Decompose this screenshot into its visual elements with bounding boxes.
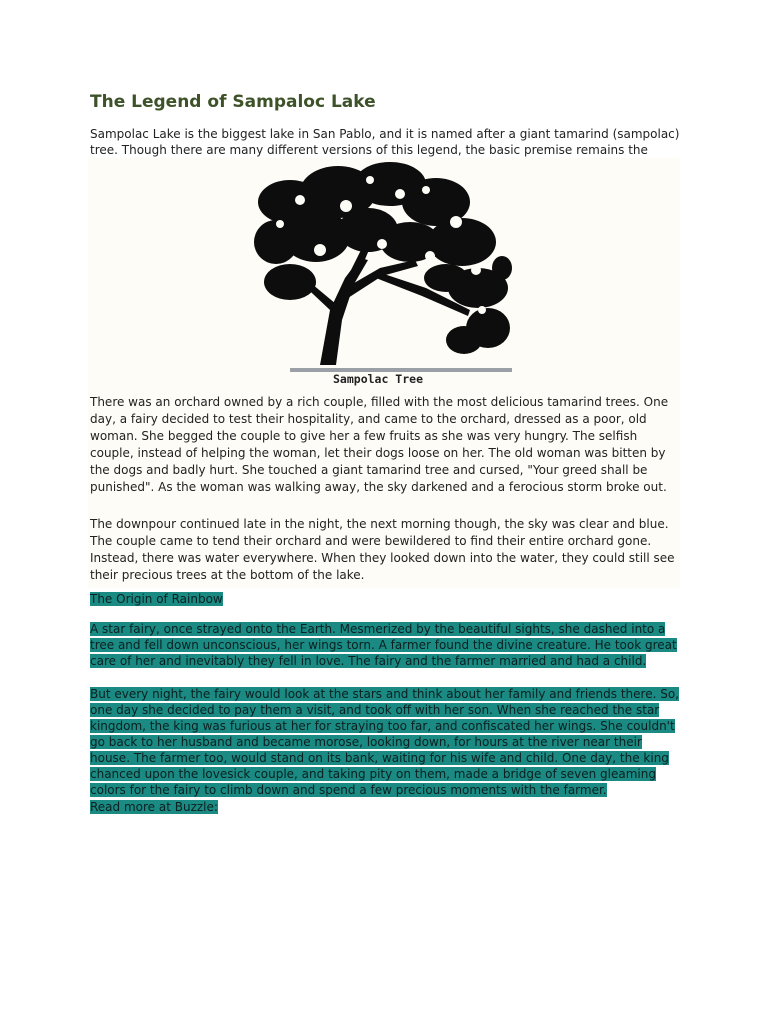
origin-paragraph-1 bbox=[90, 621, 680, 669]
origin-paragraph-2 bbox=[90, 686, 680, 798]
page-title: The Legend of Sampaloc Lake bbox=[90, 92, 376, 112]
origin-heading-text: The Origin of Rainbow bbox=[90, 592, 223, 606]
read-more-text[interactable]: Read more at Buzzle: bbox=[90, 800, 218, 814]
story-paragraph-2: The downpour continued late in the night, the next morning though, the sky was clear and blue. The couple came to tend their orchard and were bewildered to find their entire orchard gone. Instead, there was water everywhere. When they looked down into the water, they could still see their precious trees at the bottom of the lake. bbox=[90, 517, 675, 582]
origin-paragraph-1-text: A star fairy, once strayed onto the Earth. Mesmerized by the beautiful sights, she dashed into a tree and fell down unconscious, her wings torn. A farmer found the divine creature. He took great care of her and inevitably they fell in love. The fairy and the farmer married and had a child. bbox=[90, 622, 677, 668]
intro-paragraph: Sampolac Lake is the biggest lake in San Pablo, and it is named after a giant tamarind (sampolac) tree. Though there are many different versions of this legend, the basic premise remains the bbox=[90, 127, 680, 157]
image-caption: Sampolac Tree bbox=[333, 372, 424, 386]
tree-image bbox=[250, 160, 512, 375]
tree-silhouette-icon bbox=[250, 160, 512, 375]
story-paragraph-1: There was an orchard owned by a rich couple, filled with the most delicious tamarind trees. One day, a fairy decided to test their hospitality, and came to the orchard, dressed as a poor, old woman. She begged the couple to give her a few fruits as she was very hungry. The selfish couple, instead of helping the woman, let their dogs loose on her. The old woman was bitten by the dogs and badly hurt. She touched a giant tamarind tree and cursed, "Your greed shall be punished". As the woman was walking away, the sky darkened and a ferocious storm broke out. bbox=[90, 395, 669, 494]
origin-paragraph-2-text: But every night, the fairy would look at the stars and think about her family and friends there. So, one day she decided to pay them a visit, and took off with her son. When she reached the star kingdom, the king was furious at her for straying too far, and confiscated her wings. She couldn't go back to her husband and became morose, looking down, for hours at the river near their house. The farmer too, would stand on its bank, waiting for his wife and child. One day, the king chanced upon the lovesick couple, and taking pity on them, made a bridge of seven gleaming colors for the fairy to climb down and spend a few precious moments with the farmer. bbox=[90, 687, 679, 797]
read-more-link[interactable] bbox=[90, 799, 218, 815]
origin-heading bbox=[90, 591, 223, 607]
